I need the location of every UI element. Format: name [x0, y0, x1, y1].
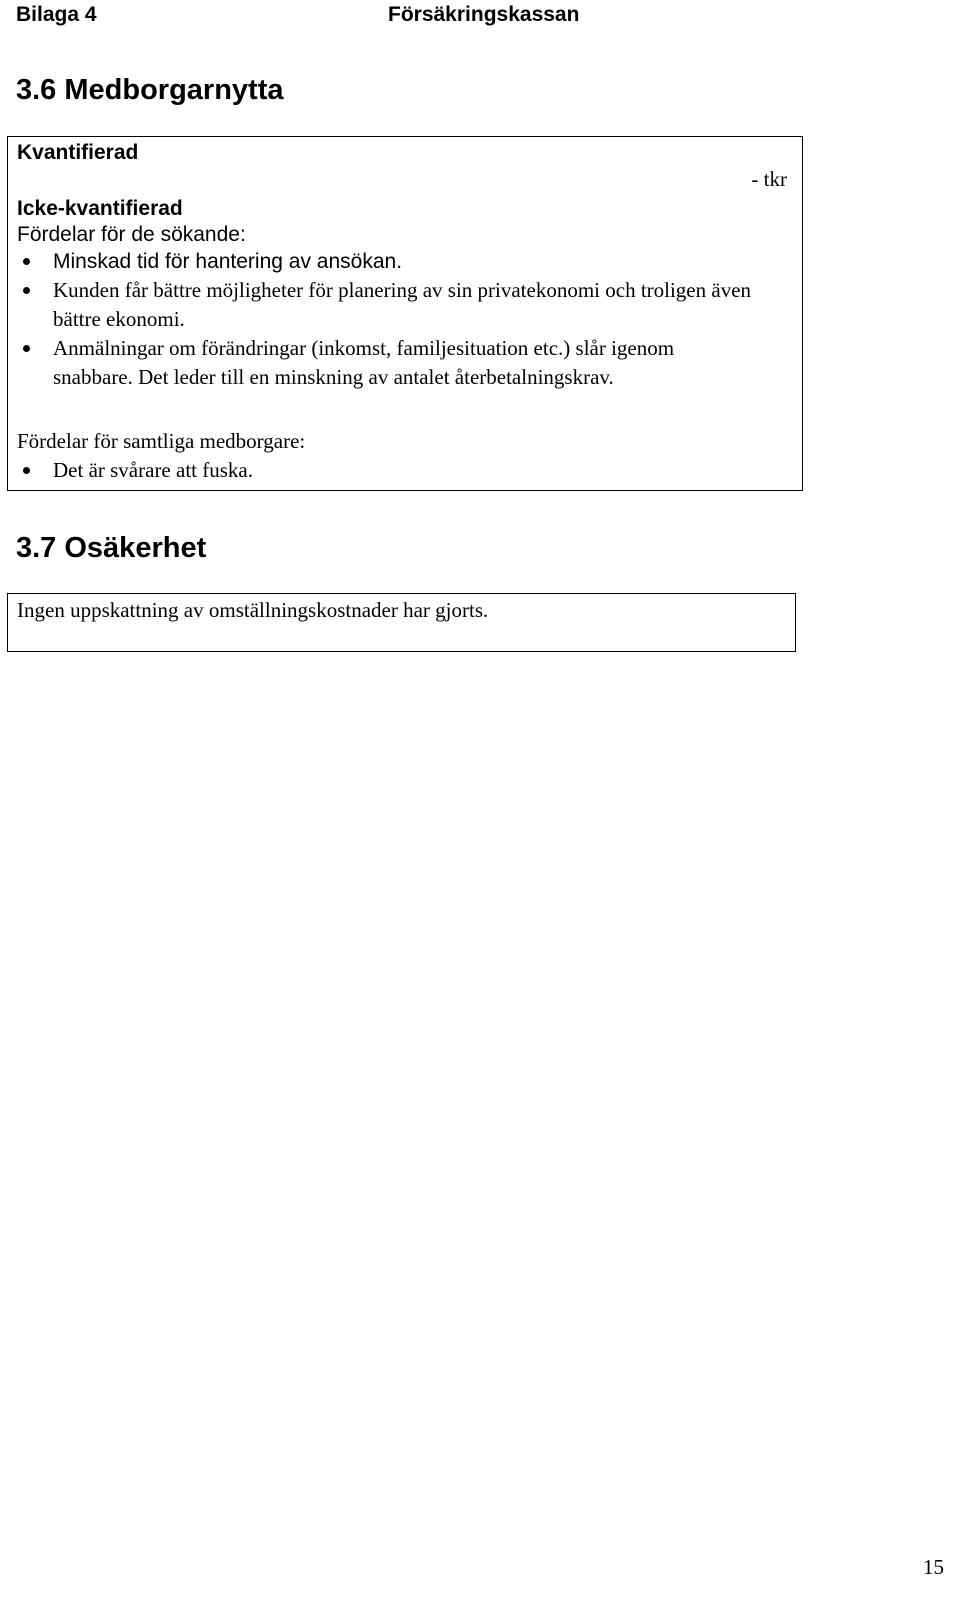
osakerhet-text: Ingen uppskattning av omställningskostnader har gjorts. — [17, 598, 489, 622]
list-item-text: Det är svårare att fuska. — [53, 458, 253, 482]
unit-tkr: - tkr — [751, 167, 787, 191]
icke-kvantifierad-label: Icke-kvantifierad — [17, 197, 183, 220]
medborgare-intro: Fördelar för samtliga medborgare: — [17, 429, 306, 453]
list-item-text: Anmälningar om förändringar (inkomst, familjesituation etc.) slår igenom snabbare. Det leder till en minskning av antalet återbetalningskrav. — [53, 336, 675, 389]
osakerhet-box — [7, 593, 796, 652]
bullet-icon — [23, 258, 30, 265]
page-number: 15 — [923, 1555, 944, 1579]
medborgarnytta-box — [7, 136, 803, 491]
section-heading-medborgarnytta: 3.6 Medborgarnytta — [16, 74, 284, 106]
sokande-list — [8, 247, 753, 392]
list-item-text: Kunden får bättre möjligheter för planering av sin privatekonomi och troligen även bättre ekonomi. — [53, 278, 752, 331]
sokande-intro: Fördelar för de sökande: — [17, 223, 246, 246]
header-organization: Försäkringskassan — [388, 3, 580, 26]
medborgare-list — [8, 456, 753, 485]
section-heading-osakerhet: 3.7 Osäkerhet — [16, 532, 207, 564]
list-item — [8, 456, 753, 485]
list-item — [8, 247, 753, 276]
kvantifierad-label: Kvantifierad — [17, 141, 139, 164]
list-item — [8, 276, 753, 334]
list-item — [8, 334, 733, 392]
bullet-icon — [23, 345, 30, 352]
list-item-text: Minskad tid för hantering av ansökan. — [53, 250, 403, 273]
bullet-icon — [23, 467, 30, 474]
bullet-icon — [23, 287, 30, 294]
header-appendix-label: Bilaga 4 — [16, 3, 97, 26]
